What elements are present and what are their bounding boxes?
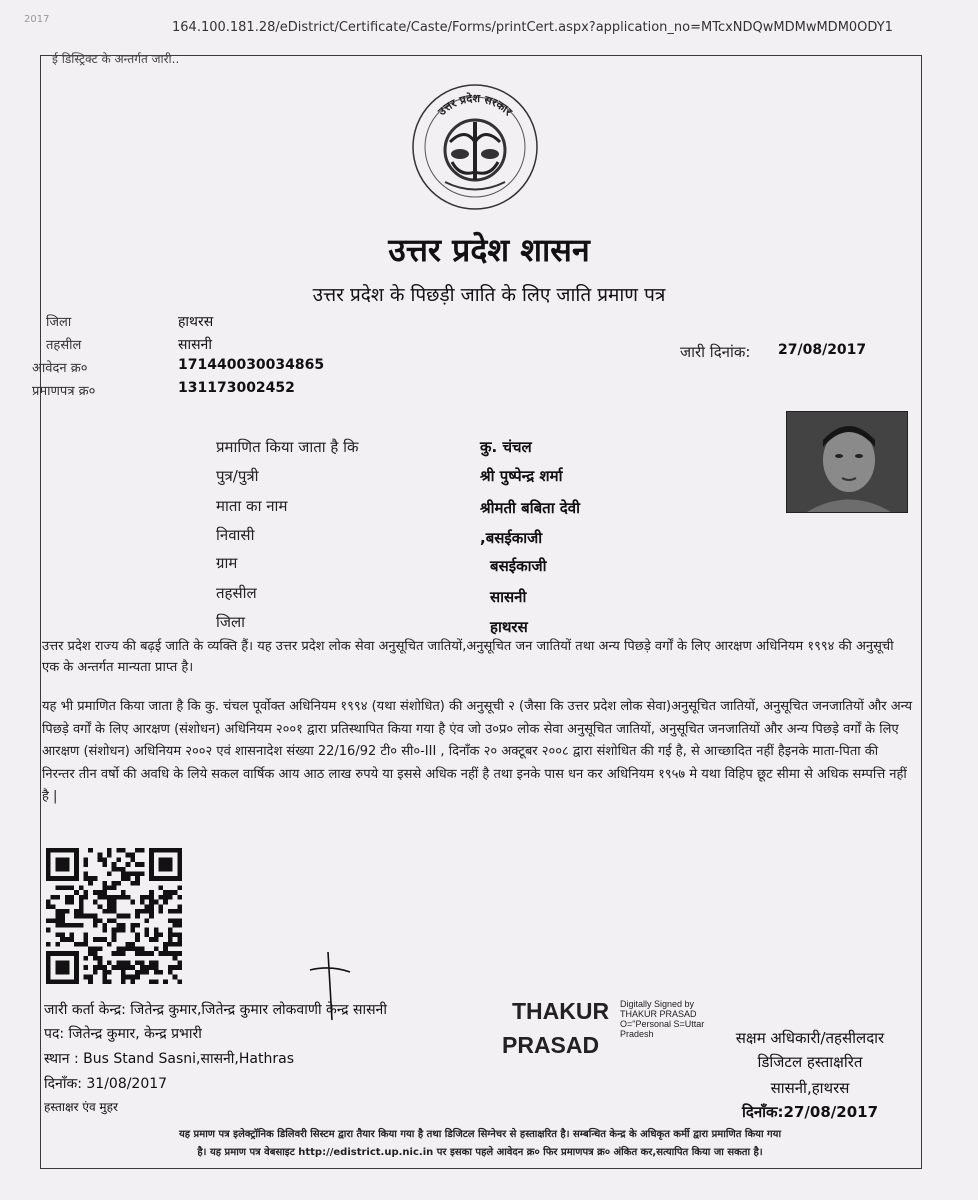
authority-digital-signed: डिजिटल हस्ताक्षरित [757,1053,863,1071]
qr-code [46,848,182,984]
certificate-subtitle: उत्तर प्रदेश के पिछड़ी जाति के लिए जाति प्रमाण पत्र [312,284,666,306]
issuer-center: जारी कर्ता केन्द्र: जितेन्द्र कुमार,जितेन्द्र कुमार लोकवाणी केन्द्र सासनी [44,1002,387,1018]
footer-line-2: है। यह प्रमाण पत्र वेबसाइट http://edistrict.up.nic.in पर इसका पहले आवेदन क्र० फिर प्रमाणपत्र क्र० अंकित कर,सत्यापित किया जा सकता है। [197,1147,763,1158]
district-label: जिला [46,315,72,330]
digital-signature-details: Digitally Signed by THAKUR PRASAD O="Personal S=Uttar Pradesh [620,999,705,1039]
issuer-date: दिनाँक: 31/08/2017 [44,1076,168,1092]
print-corner-text: 2017 [24,14,50,25]
detail-value: हाथरस [490,618,528,636]
tehsil-value: सासनी [178,337,212,353]
issue-date-label: जारी दिनांक: [680,343,751,361]
detail-label: निवासी [216,526,255,544]
detail-value: श्रीमती बबिता देवी [480,499,580,517]
page-title: उत्तर प्रदेश शासन [388,231,590,269]
certificate-number: 131173002452 [178,380,295,396]
detail-label: पुत्र/पुत्री [216,467,259,485]
footer-note [45,1126,915,1162]
detail-value: ,बसईकाजी [480,529,543,547]
authority-place: सासनी,हाथरस [770,1079,850,1097]
issuer-post: पद: जितेन्द्र कुमार, केन्द्र प्रभारी [44,1026,202,1042]
detail-label: प्रमाणित किया जाता है कि [216,438,359,456]
print-url: 164.100.181.28/eDistrict/Certificate/Caste/Forms/printCert.aspx?application_no=MTcxNDQwMDMwMDM0ODY1 [172,20,893,35]
top-note: ई डिस्ट्रिक्ट के अन्तर्गत जारी.. [52,52,180,66]
detail-label: ग्राम [216,554,238,572]
detail-value: बसईकाजी [490,557,547,575]
sign-seal-label: हस्ताक्षर एंव मुहर [44,1100,118,1114]
signer-name-line1: THAKUR [512,998,610,1024]
authority-title: सक्षम अधिकारी/तहसीलदार [735,1029,885,1047]
detail-value: सासनी [490,588,527,606]
caste-statement: उत्तर प्रदेश राज्य की बढ़ई जाति के व्यक्ति हैं। यह उत्तर प्रदेश लोक सेवा अनुसूचित जातियों,अनुसूचित जन जातियों तथा अन्य पिछड़े वर्गों के लिए आरक्षण अधिनियम १९९४ की अनुसूची एक के अन्तर्गत मान्यता प्राप्त है। [42,639,894,675]
footer-line-1: यह प्रमाण पत्र इलेक्ट्रॉनिक डिलिवरी सिस्टम द्वारा तैयार किया गया है तथा डिजिटल सिग्नेचर से हस्ताक्षरित है। सम्बन्धित केन्द्र के अधिकृत कर्मी द्वारा प्रमाणित किया गया [178,1129,782,1140]
issuer-place: स्थान : Bus Stand Sasni,सासनी,Hathras [44,1051,294,1067]
applicant-photo [786,411,908,513]
tehsil-label: तहसील [46,338,82,353]
detail-value: कु. चंचल [480,438,532,456]
certificate-label: प्रमाणपत्र क्र० [32,384,96,399]
detail-label: जिला [216,613,246,631]
district-value: हाथरस [178,314,214,330]
detail-label: माता का नाम [216,497,288,515]
emblem-ring-text: उत्तर प्रदेश सरकार [435,91,515,119]
detail-value: श्री पुष्पेन्द्र शर्मा [480,467,563,485]
application-number: 171440030034865 [178,357,325,373]
authority-date: दिनाँक:27/08/2017 [741,1103,879,1121]
detail-label: तहसील [216,584,257,602]
signer-name-line2: PRASAD [502,1032,600,1058]
application-label: आवेदन क्र० [32,361,88,376]
issue-date-value: 27/08/2017 [778,342,867,358]
handwritten-signature [300,950,360,1030]
certification-paragraph: यह भी प्रमाणित किया जाता है कि कु. चंचल पूर्वोक्त अधिनियम १९९४ (यथा संशोधित) की अनुसूची २ (जैसा कि उत्तर प्रदेश लोक सेवा)अनुसूचित जातियों, अनुसूचित जनजातियों और अन्य पिछड़े वर्गों के लिए आरक्षण (संशोधन) अधिनियम २००१ द्वारा प्रतिस्थापित किया गया है एंव जो उ०प्र० लोक सेवा अनुसूचित जातियों, अनुसूचित जनजातियों और अन्य पिछड़े वर्गों के लिए आरक्षण (संशोधन) अधिनियम २००२ एवं शासनादेश संख्या 22/16/92 टी० सी०-III , दिनाँक २० अक्टूबर २००८ द्वारा संशोधित की गई है, से आच्छादित नहीं हैइनके माता-पिता की निरन्तर तीन वर्षो की अवधि के लिये सकल वार्षिक आय आठ लाख रुपये या इससे अधिक नहीं है तथा इनके पास धन कर अधिनियम १९५७ मे यथा विहिप छूट सीमा से अधिक सम्पत्ति नहीं है | [42,699,913,804]
svg-text:उत्तर प्रदेश सरकार [435,91,515,119]
up-emblem-icon [410,82,540,212]
